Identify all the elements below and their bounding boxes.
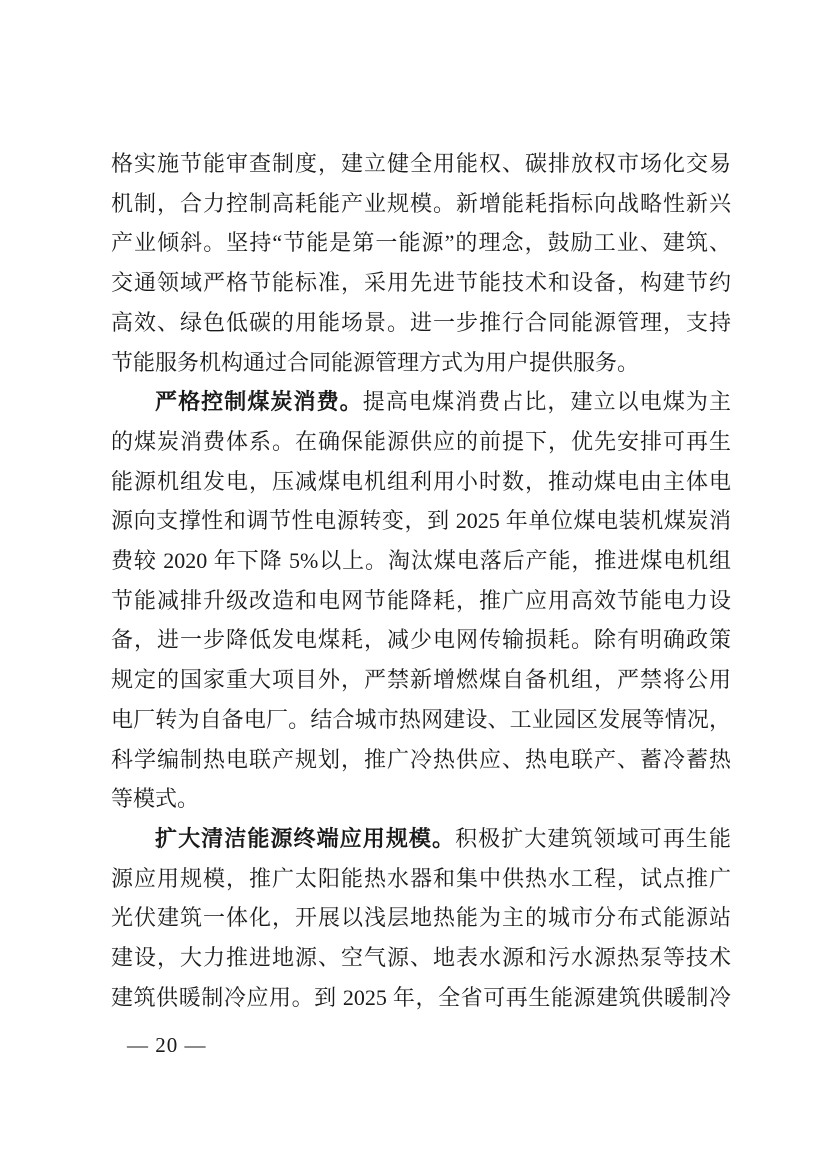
text-line: 节能减排升级改造和电网节能降耗，推广应用高效节能电力设 (111, 587, 731, 613)
text-line: 机制，合力控制高耗能产业规模。新增能耗指标向战略性新兴 (111, 190, 731, 216)
paragraph3-lead-text: 积极扩大建筑领域可再生能 (455, 825, 731, 851)
text-line: 电厂转为自备电厂。结合城市热网建设、工业园区发展等情况， (111, 706, 731, 732)
text-line: 源应用规模，推广太阳能热水器和集中供热水工程，试点推广 (111, 865, 731, 891)
paragraph2-lead-text: 提高电煤消费占比，建立以电煤为主 (362, 389, 731, 415)
paragraph2-lead-line (111, 382, 731, 422)
text-line: 备，进一步降低发电煤耗，减少电网传输损耗。除有明确政策 (111, 627, 731, 653)
text-line: 的煤炭消费体系。在确保能源供应的前提下，优先安排可再生 (111, 428, 731, 454)
paragraph3-lead-line (111, 819, 731, 859)
text-line: 光伏建筑一体化，开展以浅层地热能为主的城市分布式能源站 (111, 905, 731, 931)
text-line-paragraph-end: 等模式。 (111, 786, 200, 812)
text-line: 产业倾斜。坚持“节能是第一能源”的理念，鼓励工业、建筑、 (111, 230, 731, 256)
paragraph3-heading: 扩大清洁能源终端应用规模。 (155, 825, 456, 851)
text-line: 建设，大力推进地源、空气源、地表水源和污水源热泵等技术 (111, 945, 731, 971)
paragraph2-heading: 严格控制煤炭消费。 (155, 389, 363, 415)
text-line: 能源机组发电，压减煤电机组利用小时数，推动煤电由主体电 (111, 468, 731, 494)
text-line-paragraph-end: 节能服务机构通过合同能源管理方式为用户提供服务。 (111, 349, 640, 375)
page-footer (127, 1031, 207, 1059)
text-line: 高效、绿色低碳的用能场景。进一步推行合同能源管理，支持 (111, 309, 731, 335)
text-line: 建筑供暖制冷应用。到 2025 年，全省可再生能源建筑供暖制冷 (111, 984, 731, 1010)
text-line: 源向支撑性和调节性电源转变，到 2025 年单位煤电装机煤炭消 (111, 508, 731, 534)
page-number: — 20 — (127, 1033, 207, 1057)
document-body (111, 144, 731, 1017)
text-line: 交通领域严格节能标准，采用先进节能技术和设备，构建节约 (111, 270, 731, 296)
text-line: 规定的国家重大项目外，严禁新增燃煤自备机组，严禁将公用 (111, 667, 731, 693)
text-line: 格实施节能审查制度，建立健全用能权、碳排放权市场化交易 (111, 151, 731, 176)
text-line: 科学编制热电联产规划，推广冷热供应、热电联产、蓄冷蓄热 (111, 746, 731, 772)
text-line: 费较 2020 年下降 5%以上。淘汰煤电落后产能，推进煤电机组 (111, 548, 731, 574)
